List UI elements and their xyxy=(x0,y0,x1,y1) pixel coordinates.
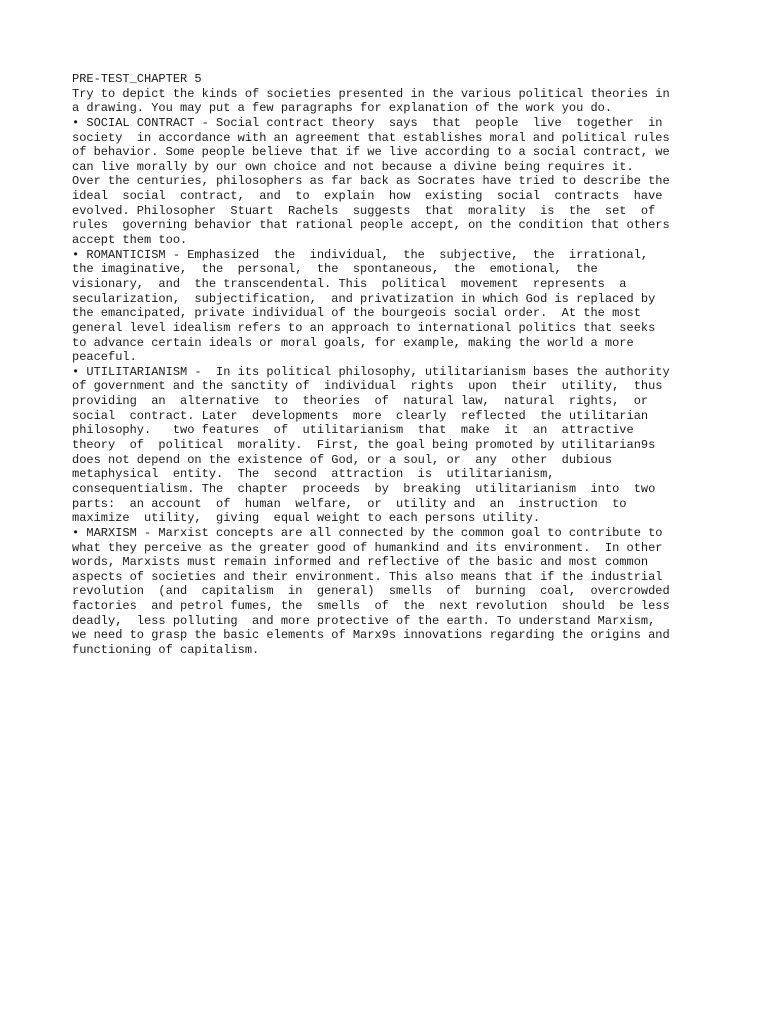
text-line: evolved. Philosopher Stuart Rachels suggests that morality is the set of xyxy=(72,203,656,218)
document-page xyxy=(72,72,700,658)
text-line: society in accordance with an agreement that establishes moral and political rules xyxy=(72,130,670,145)
document-title: PRE-TEST_CHAPTER 5 xyxy=(72,72,202,86)
text-line: parts: an account of human welfare, or utility and an instruction to xyxy=(72,496,627,511)
text-line: words, Marxists must remain informed and reflective of the basic and most common xyxy=(72,555,649,570)
utilitarianism-heading-line: • UTILITARIANISM - In its political philosophy, utilitarianism bases the authority xyxy=(72,364,670,379)
text-line: providing an alternative to theories of natural law, natural rights, or xyxy=(72,394,649,409)
text-line: ideal social contract, and to explain how existing social contracts have xyxy=(72,189,663,204)
text-line: the imaginative, the personal, the spontaneous, the emotional, the xyxy=(72,262,598,277)
text-line: revolution (and capitalism in general) smells of burning coal, overcrowded xyxy=(72,584,670,599)
text-line: can live morally by our own choice and not because a divine being requires it. xyxy=(72,159,634,174)
text-line: rules governing behavior that rational people accept, on the condition that others xyxy=(72,218,670,233)
text-line: aspects of societies and their environment. This also means that if the industrial xyxy=(72,569,663,584)
text-line: secularization, subjectification, and privatization in which God is replaced by xyxy=(72,291,656,306)
text-line: deadly, less polluting and more protective of the earth. To understand Marxism, xyxy=(72,613,656,628)
text-line: a drawing. You may put a few paragraphs for explanation of the work you do. xyxy=(72,101,613,116)
romanticism-heading-line: • ROMANTICISM - Emphasized the individual, the subjective, the irrational, xyxy=(72,247,649,262)
text-line: peaceful. xyxy=(72,350,137,365)
text-line: of government and the sanctity of individual rights upon their utility, thus xyxy=(72,379,663,394)
text-line: the emancipated, private individual of the bourgeois social order. At the most xyxy=(72,306,641,321)
text-line: Over the centuries, philosophers as far back as Socrates have tried to describe the xyxy=(72,174,670,189)
text-line: philosophy. two features of utilitarianism that make it an attractive xyxy=(72,423,634,438)
text-line: factories and petrol fumes, the smells of the next revolution should be less xyxy=(72,599,670,614)
text-line: what they perceive as the greater good of humankind and its environment. In other xyxy=(72,540,663,555)
text-line: maximize utility, giving equal weight to each persons utility. xyxy=(72,511,541,526)
social-contract-heading-line: • SOCIAL CONTRACT - Social contract theory says that people live together in xyxy=(72,115,663,130)
text-line: functioning of capitalism. xyxy=(72,642,260,657)
text-line: theory of political morality. First, the goal being promoted by utilitarian9s xyxy=(72,438,656,453)
text-line: we need to grasp the basic elements of Marx9s innovations regarding the origins and xyxy=(72,628,670,643)
text-line: to advance certain ideals or moral goals, for example, making the world a more xyxy=(72,335,634,350)
text-line: social contract. Later developments more clearly reflected the utilitarian xyxy=(72,408,649,423)
marxism-heading-line: • MARXISM - Marxist concepts are all connected by the common goal to contribute to xyxy=(72,525,663,540)
text-line: consequentialism. The chapter proceeds by breaking utilitarianism into two xyxy=(72,481,656,496)
text-line: general level idealism refers to an approach to international politics that seeks xyxy=(72,320,656,335)
text-line: metaphysical entity. The second attraction is utilitarianism, xyxy=(72,467,555,482)
text-line: Try to depict the kinds of societies presented in the various political theories in xyxy=(72,86,670,101)
text-line: does not depend on the existence of God, or a soul, or any other dubious xyxy=(72,452,613,467)
text-line: of behavior. Some people believe that if we live according to a social contract, we xyxy=(72,145,670,160)
text-line: visionary, and the transcendental. This political movement represents a xyxy=(72,276,627,291)
text-line: accept them too. xyxy=(72,233,188,248)
